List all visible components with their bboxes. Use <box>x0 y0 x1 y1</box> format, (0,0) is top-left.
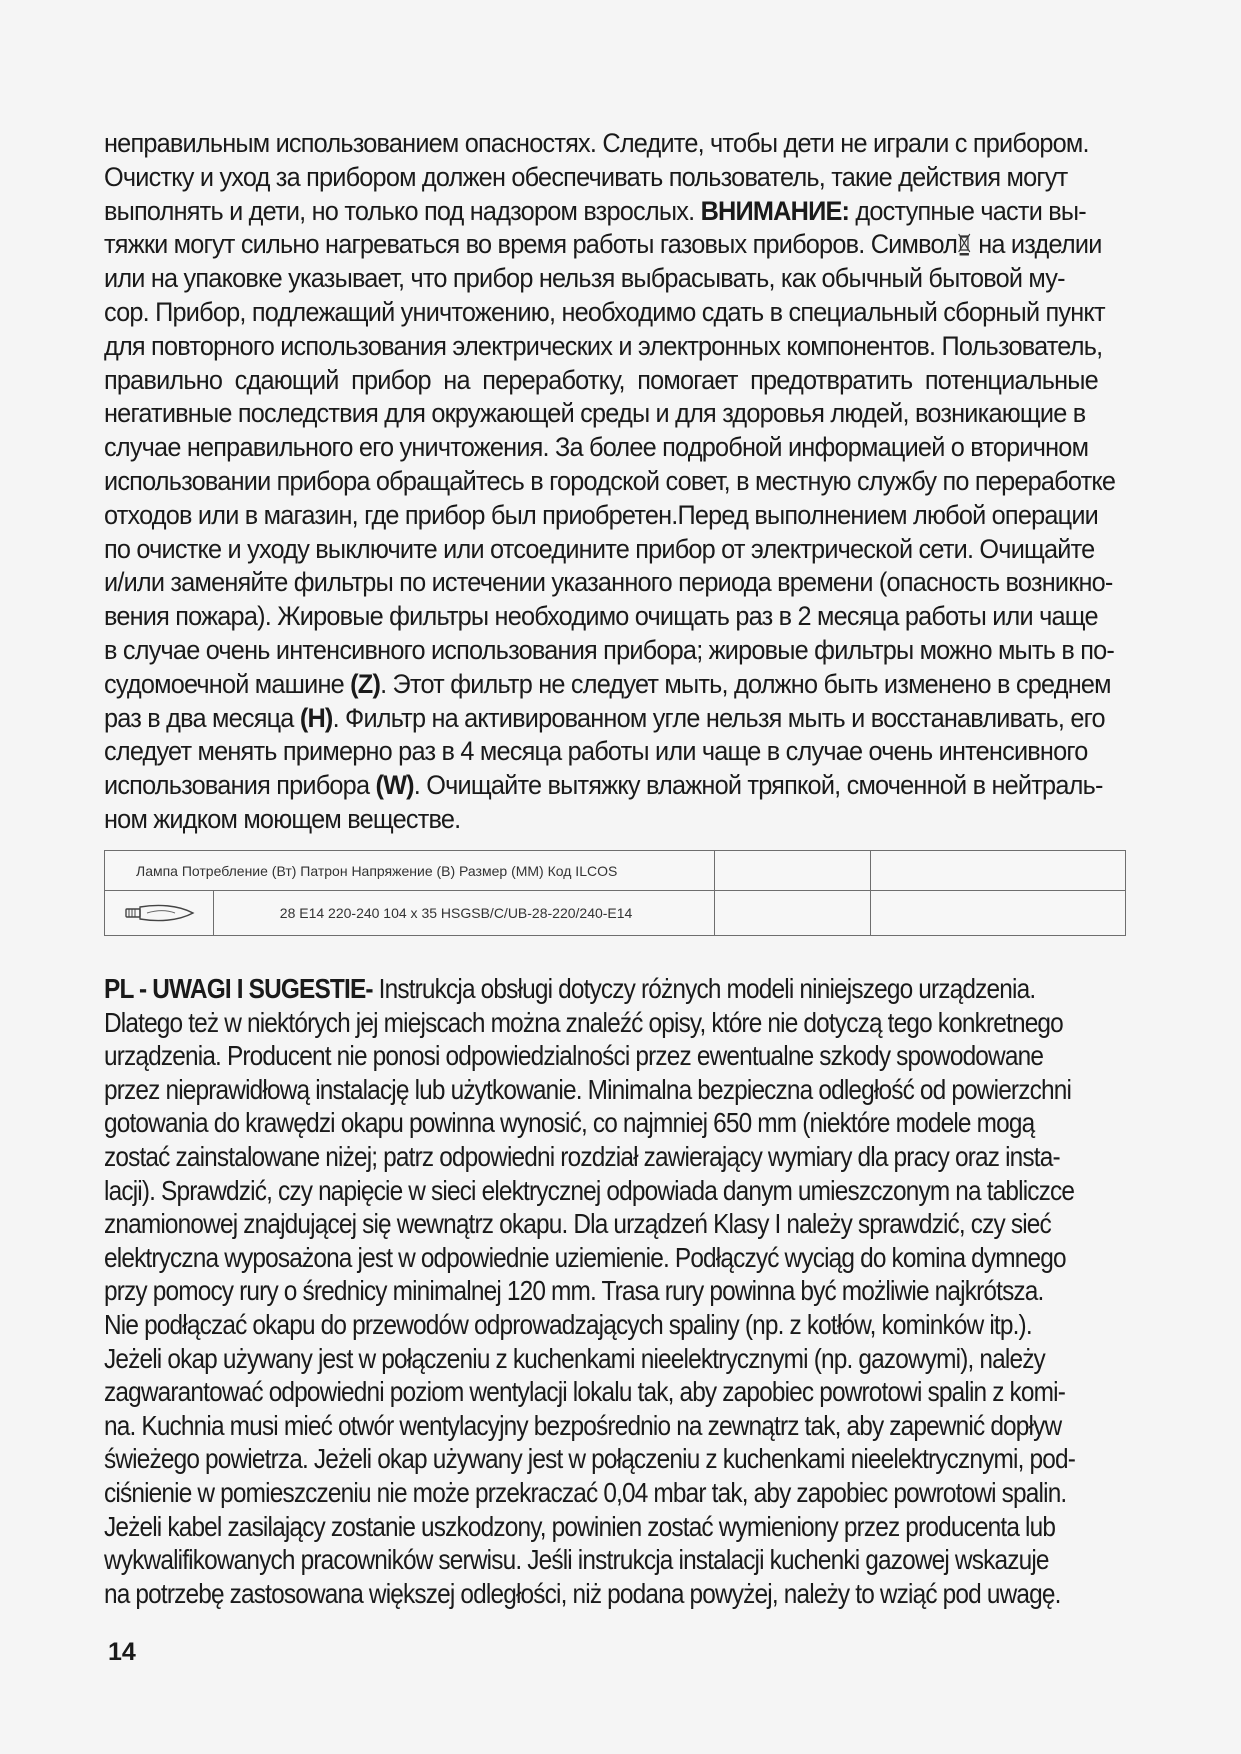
table-empty-cell <box>714 851 870 891</box>
text-line: przy pomocy rury o średnicy minimalnej 120 mm. Trasa rury powinna być możliwie najkrótsza. <box>104 1275 1044 1307</box>
table-empty-cell <box>870 851 1125 891</box>
text-line: Очистку и уход за прибором должен обеспечивать пользователь, такие действия могут <box>104 160 1068 192</box>
text-run: . Фильтр на активированном угле нельзя мыть и восстанавливать, его <box>332 701 1105 733</box>
filter-code-z: (Z) <box>350 667 381 699</box>
text-line: следует менять примерно раз в 4 месяца работы или чаще в случае очень интенсивного <box>104 735 1088 767</box>
page-number: 14 <box>108 1638 136 1666</box>
text-run: на изделии <box>972 228 1102 260</box>
text-run: тяжки могут сильно нагреваться во время работы газовых приборов. Символ <box>104 228 958 260</box>
text-run: использования прибора <box>104 769 370 801</box>
text-line: lacji). Sprawdzić, czy napięcie w sieci elektrycznej odpowiada danym umieszczonym na tabliczce <box>104 1174 1075 1206</box>
text-run: . Этот фильтр не следует мыть, должно быть изменено в среднем <box>380 667 1111 699</box>
lamp-data-cell <box>213 891 714 936</box>
text-line: Jeżeli kabel zasilający zostanie uszkodzony, powinien zostać wymieniony przez producenta lub <box>104 1510 1056 1542</box>
text-line: вения пожара). Жировые фильтры необходимо очищать раз в 2 месяца работы или чаще <box>104 600 1098 632</box>
text-line: na potrzebę zastosowana większej odległości, niż podana powyżej, należy to wziąć pod uwagę. <box>104 1577 1061 1609</box>
lamp-data-text: 28 E14 220-240 104 x 35 HSGSB/C/UB-28-220/240-E14 <box>279 905 633 922</box>
text-line: świeżego powietrza. Jeżeli okap używany jest w połączeniu z kuchenkami nieelektrycznymi, pod- <box>104 1443 1076 1475</box>
text-line: по очистке и уходу выключите или отсоедините прибор от электрической сети. Очищайте <box>104 532 1095 564</box>
candle-bulb-icon <box>123 902 195 924</box>
text-run: . Очищайте вытяжку влажной тряпкой, смоченной в нейтраль- <box>413 769 1103 801</box>
text-line <box>104 194 1086 228</box>
table-header-row <box>105 851 1126 891</box>
warning-label: ВНИМАНИЕ: <box>700 194 850 226</box>
text-line: Dlatego też w niektórych jej miejscach można znaleźć opisy, które nie dotyczą tego konkretnego <box>104 1006 1063 1038</box>
text-line: elektryczna wyposażona jest w odpowiednie uziemienie. Podłączyć wyciąg do komina dymnego <box>104 1241 1066 1273</box>
text-line <box>104 768 1103 802</box>
filter-code-w: (W) <box>375 769 414 801</box>
text-line: сор. Прибор, подлежащий уничтожению, необходимо сдать в специальный сборный пункт <box>104 295 1105 327</box>
text-line <box>104 227 1102 261</box>
text-line: отходов или в магазин, где прибор был приобретен.Перед выполнением любой операции <box>104 498 1099 530</box>
text-line: и/или заменяйте фильтры по истечении указанного периода времени (опасность возникно- <box>104 566 1113 598</box>
table-row <box>105 891 1126 936</box>
text-line: ном жидком моющем веществе. <box>104 802 461 834</box>
filter-code-h: (H) <box>299 701 333 733</box>
text-line: Jeżeli okap używany jest w połączeniu z kuchenkami nieelektrycznymi (np. gazowymi), należy <box>104 1342 1045 1374</box>
text-run: Instrukcja obsługi dotyczy różnych modeli niniejszego urządzenia. <box>372 973 1036 1004</box>
crossed-bin-icon <box>958 232 971 256</box>
text-line: правильно сдающий прибор на переработку, помогает предотвратить потенциальные <box>104 363 1098 395</box>
text-line: использовании прибора обращайтесь в городской совет, в местную службу по переработке <box>104 464 1116 496</box>
text-line: gotowania do krawędzi okapu powinna wynosić, co najmniej 650 mm (niektóre modele mogą <box>104 1107 1035 1139</box>
text-line: urządzenia. Producent nie ponosi odpowiedzialności przez ewentualne szkody spowodowane <box>104 1040 1044 1072</box>
text-line: или на упаковке указывает, что прибор нельзя выбрасывать, как обычный бытовой му- <box>104 262 1065 294</box>
lamp-icon-cell <box>105 891 214 936</box>
text-run: судомоечной машине <box>104 667 344 699</box>
section-heading: PL - UWAGI I SUGESTIE- <box>104 973 373 1004</box>
text-line: przez nieprawidłową instalację lub użytkowanie. Minimalna bezpieczna odległość od powierzchni <box>104 1073 1072 1105</box>
text-run: выполнять и дети, но только под надзором взрослых. <box>104 194 695 226</box>
text-line <box>104 667 1111 701</box>
russian-text-block <box>104 126 1116 836</box>
text-line: неправильным использованием опасностях. Следите, чтобы дети не играли с прибором. <box>104 127 1089 158</box>
text-line: zagwarantować odpowiedni poziom wentylacji lokalu tak, aby zapobiec powrotowi spalin z komi- <box>104 1376 1066 1408</box>
text-line <box>104 972 1042 1006</box>
text-line: znamionowej znajdującej się wewnątrz okapu. Dla urządzeń Klasy I należy sprawdzić, czy sieć <box>104 1208 1051 1240</box>
text-line: Nie podłączać okapu do przewodów odprowadzających spaliny (np. z kotłów, kominków itp.). <box>104 1308 1032 1340</box>
text-line: zostać zainstalowane niżej; patrz odpowiedni rozdział zawierający wymiary dla pracy oraz insta- <box>104 1140 1060 1172</box>
table-header-text: Лампа Потребление (Вт) Патрон Напряжение (В) Размер (ММ) Код ILCOS <box>136 862 618 879</box>
text-line: в случае очень интенсивного использования прибора; жировые фильтры можно мыть в по- <box>104 633 1115 665</box>
text-line: негативные последствия для окружающей среды и для здоровья людей, возникающие в <box>104 397 1086 429</box>
text-line <box>104 701 1105 735</box>
lamp-spec-table <box>104 850 1126 936</box>
text-line: na. Kuchnia musi mieć otwór wentylacyjny bezpośrednio na zewnątrz tak, aby zapewnić dopływ <box>104 1409 1062 1441</box>
text-line: wykwalifikowanych pracowników serwisu. Jeśli instrukcja instalacji kuchenki gazowej wskazuje <box>104 1544 1049 1576</box>
table-empty-cell <box>714 891 870 936</box>
text-line: случае неправильного его уничтожения. За более подробной информацией о вторичном <box>104 431 1089 463</box>
text-run: раз в два месяца <box>104 701 294 733</box>
text-line: для повторного использования электрических и электронных компонентов. Пользователь, <box>104 329 1103 361</box>
text-line: ciśnienie w pomieszczeniu nie może przekraczać 0,04 mbar tak, aby zapobiec powrotowi spalin. <box>104 1476 1067 1508</box>
text-run: доступные части вы- <box>849 194 1086 226</box>
table-header-cell <box>105 851 715 891</box>
table-empty-cell <box>870 891 1125 936</box>
polish-text-block <box>104 972 1076 1610</box>
